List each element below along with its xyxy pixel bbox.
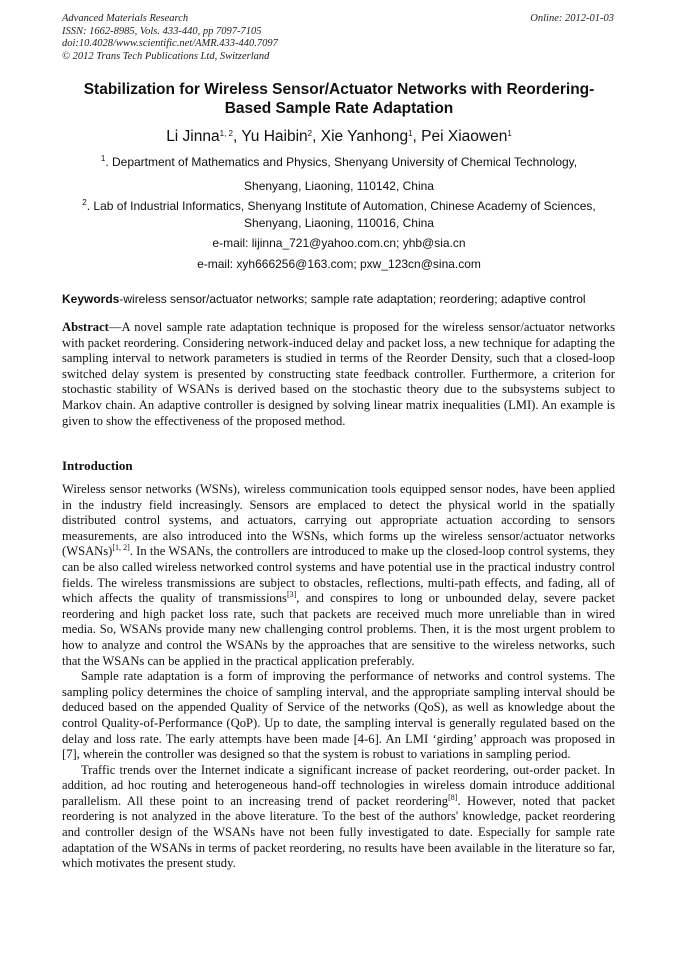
journal-name: Advanced Materials Research	[62, 13, 189, 24]
keywords	[62, 292, 618, 306]
paragraph: Traffic trends over the Internet indicate a significant increase of packet reordering, out-order packet. In addition, ad hoc routing and heterogeneous hand-off technologies in wireless domain introduce additional parallelism. All these point to an increasing trend of packet reordering[8]. However, noted that packet reordering is not analyzed in the above literature. To the best of the authors' knowledge, packet reordering and controller design of the WSANs have not been fully investigated to date. Especially for sample rate adaptation of the WSANs in terms of packet reordering, no results have been available in the literature so far, which motivates the present study.	[62, 762, 616, 871]
author-name: Xie Yanhong	[320, 128, 409, 145]
author-name: Li Jinna	[166, 128, 220, 145]
paragraph: Wireless sensor networks (WSNs), wireless communication tools equipped sensor nodes, have been applied in the industry field increasingly. Sensors are emplaced to detect the physical world in the spatially distributed control systems, and actuators, carrying out appropriate actuation according to sensors measurements, are also introduced into the WSNs, which forms up the wireless sensor/actuator networks (WSANs)[1, 2]. In the WSANs, the controllers are introduced to make up the closed-loop control systems, they can be also called wireless networked control systems and have potential use in the practical industry control fields. The wireless transmissions are subject to obstacles, reflections, multi-path effects, and fading, all of which affects the quality of transmissions[3], and conspires to long or unbounded delay, severe packet reordering and high packet loss rate, such that packets are received much more unreliable than in wired media. So, WSANs provide many new challenging control problems. Then, it is the most urgent problem to how to analyze and control the WSANs by the approaches that are sensitive to the wireless networks, such that the WSANs can be applied in the practical application preferably.	[62, 482, 615, 668]
citation: [1, 2]	[112, 543, 130, 553]
affiliation-1: $^1$. Department of Mathematics and Physics, Shenyang University of Chemical Technology, Shenyang, Liaoning, 110142, China	[100, 154, 578, 193]
paper-title: Stabilization for Wireless Sensor/Actuator Networks with Reordering-Based Sample Rate Adaptation	[83, 81, 595, 117]
introduction-body	[62, 482, 615, 872]
author-list: Li Jinna$^{1, 2}$, Yu Haibin$^2$, Xie Yanhong$^1$, Pei Xiaowen$^1$	[166, 128, 512, 145]
paragraph: Sample rate adaptation is a form of improving the performance of networks and control systems. The sampling policy determines the choice of sampling interval, and the appropriate sampling interval should be deduced based on the appended Quality of Service of the networks (QoS), as well as knowledge about the control Quality-of-Performance (QoP). Up to date, the sampling interval is generally regulated based on the delay and loss rate. The early attempts have been made [4-6]. An LMI ‘girding’ approach was proposed in [7], wherein the controller was designed so that the system is robust to variations in sampling period.	[62, 669, 615, 762]
copyright-line: © 2012 Trans Tech Publications Ltd, Switzerland	[62, 50, 270, 62]
author-affil-mark: 1, 2	[219, 129, 233, 138]
author-affil-mark: 2	[307, 129, 313, 138]
section-heading: Introduction	[62, 458, 133, 473]
keywords-label: Keywords	[62, 292, 120, 306]
citation: [3]	[286, 590, 297, 600]
author-affil-mark: 1	[507, 129, 512, 138]
citation: [8]	[448, 792, 458, 802]
journal-header	[62, 13, 278, 63]
abstract-text: —A novel sample rate adaptation technique is proposed for the wireless sensor/actuator networks with packet reordering. Considering network-induced delay and packet loss, a new technique for adapting the sampling interval to network parameters is studied in terms of the Reorder Density, such that a closed-loop switched delay system is presented by constructing state feedback controller. Furthermore, a criterion for stochastic stability of WSANs is derived based on the stochastic theory due to the subsystems subject to Markov chain. An adaptive controller is designed by solving linear matrix inequalities (LMI). An example is given to show the effectiveness of the proposed method.	[62, 320, 615, 428]
author-name: Pei Xiaowen	[421, 128, 508, 145]
abstract-label: Abstract	[62, 320, 109, 334]
abstract	[62, 320, 615, 429]
author-affil-mark: 1	[408, 129, 413, 138]
email-line-1: e-mail: lijinna_721@yahoo.com.cn; yhb@sia.cn	[212, 236, 466, 250]
affiliation-2: $^2$. Lab of Industrial Informatics, Shenyang Institute of Automation, Chinese Academy of Sciences, Shenyang, Liaoning, 110016, China	[82, 198, 596, 230]
keywords-text: -wireless sensor/actuator networks; sample rate adaptation; reordering; adaptive control	[119, 292, 586, 306]
online-date: Online: 2012-01-03	[530, 13, 614, 24]
issn-line: ISSN: 1662-8985, Vols. 433-440, pp 7097-7105	[62, 25, 262, 37]
doi-line: doi:10.4028/www.scientific.net/AMR.433-440.7097	[62, 38, 278, 49]
email-line-2: e-mail: xyh666256@163.com; pxw_123cn@sina.com	[197, 257, 481, 271]
author-name: Yu Haibin	[241, 128, 308, 145]
